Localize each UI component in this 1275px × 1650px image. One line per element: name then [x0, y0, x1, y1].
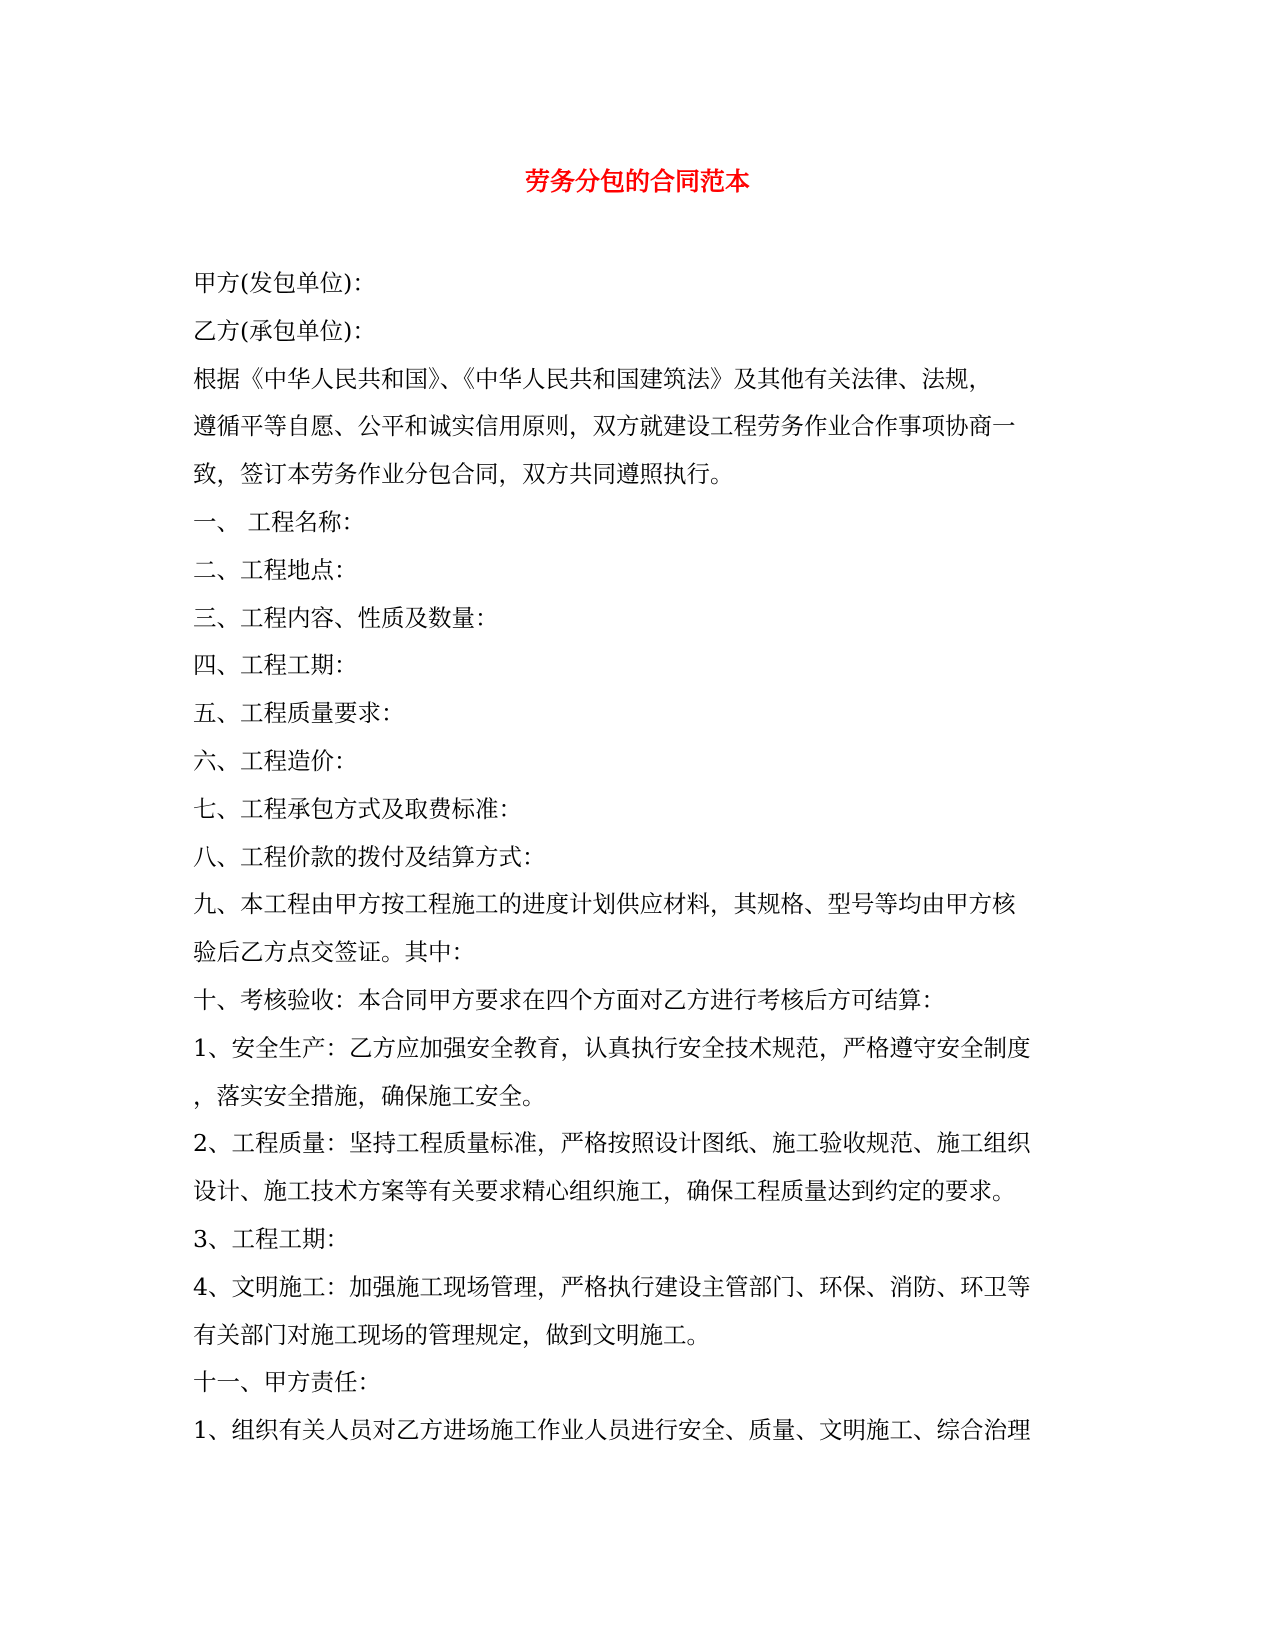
document-body [193, 260, 1083, 1455]
clause-2-project-location: 二、工程地点： [193, 555, 358, 584]
item-2-quality-line-2: 设计、施工技术方案等有关要求精心组织施工，确保工程质量达到约定的要求。 [193, 1177, 1016, 1206]
item-3-duration: 3、工程工期： [193, 1224, 349, 1253]
clause-10-assessment: 十、考核验收：本合同甲方要求在四个方面对乙方进行考核后方可结算： [193, 985, 945, 1014]
party-a-line: 甲方(发包单位)： [193, 269, 376, 297]
document-title: 劳务分包的合同范本 [524, 167, 750, 196]
party-b-line: 乙方(承包单位)： [193, 316, 376, 345]
clause-4-project-duration: 四、工程工期： [193, 651, 358, 680]
clause-1-project-name: 一、 工程名称： [193, 507, 365, 536]
item-1-safety-line-1: 1、安全生产：乙方应加强安全教育，认真执行安全技术规范，严格遵守安全制度 [193, 1033, 1031, 1062]
clause-9-line-1: 九、本工程由甲方按工程施工的进度计划供应材料，其规格、型号等均由甲方核 [193, 890, 1016, 919]
duty-1-line-1: 1、组织有关人员对乙方进场施工作业人员进行安全、质量、文明施工、综合治理 [193, 1416, 1031, 1445]
clause-6-project-cost: 六、工程造价： [193, 746, 358, 775]
preamble-line-2: 遵循平等自愿、公平和诚实信用原则，双方就建设工程劳务作业合作事项协商一 [193, 412, 1016, 441]
clause-3-project-content: 三、工程内容、性质及数量： [193, 603, 499, 632]
clause-7-contract-method: 七、工程承包方式及取费标准： [193, 794, 522, 823]
clause-11-party-a-duties: 十一、甲方责任： [193, 1368, 381, 1397]
item-2-quality-line-1: 2、工程质量：坚持工程质量标准，严格按照设计图纸、施工验收规范、施工组织 [193, 1129, 1031, 1158]
item-1-safety-line-2: ，落实安全措施，确保施工安全。 [193, 1081, 546, 1110]
preamble-line-1: 根据《中华人民共和国》、《中华人民共和国建筑法》及其他有关法律、法规， [193, 364, 992, 393]
preamble-line-3: 致，签订本劳务作业分包合同，双方共同遵照执行。 [193, 460, 734, 489]
clause-9-line-2: 验后乙方点交签证。其中： [193, 938, 475, 967]
item-4-civilized-line-1: 4、文明施工：加强施工现场管理，严格执行建设主管部门、环保、消防、环卫等 [193, 1272, 1031, 1301]
clause-5-quality-requirements: 五、工程质量要求： [193, 699, 405, 728]
clause-8-payment-settlement: 八、工程价款的拨付及结算方式： [193, 842, 546, 871]
item-4-civilized-line-2: 有关部门对施工现场的管理规定，做到文明施工。 [193, 1320, 710, 1349]
